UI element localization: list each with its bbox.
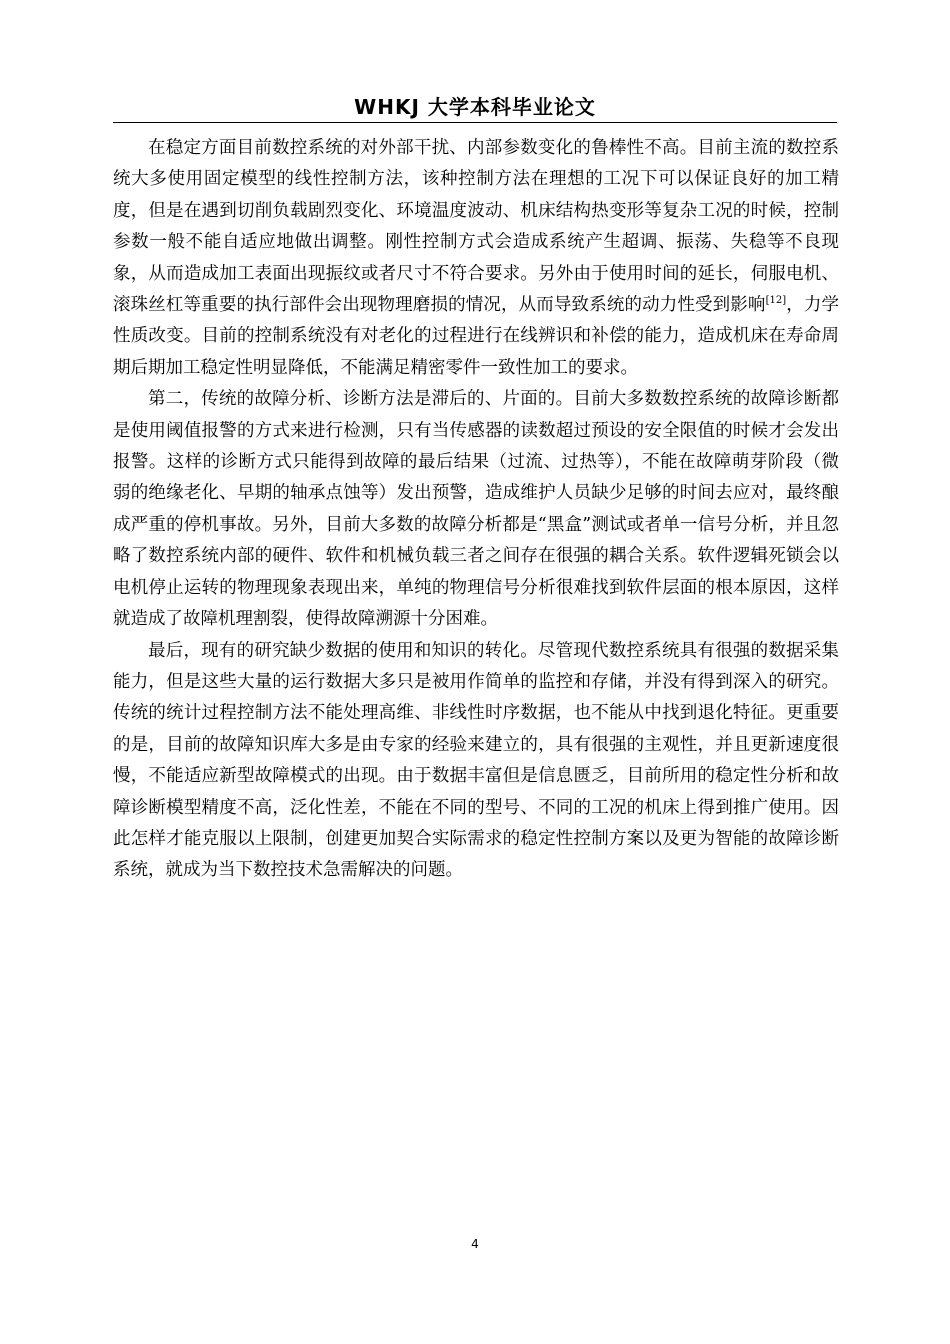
paragraph-text: ，力学性质改变。目前的控制系统没有对老化的过程进行在线辨识和补偿的能力，造成机床在寿命周期后期加工稳定性明显降低，不能满足精密零件一致性加工的要求。 (113, 295, 840, 378)
paragraph-fault-diagnosis (113, 384, 839, 635)
page-number-text: 4 (471, 1237, 479, 1251)
paragraph-stability (113, 133, 839, 384)
paragraph-data-usage (113, 636, 839, 887)
paragraph-text: 最后，现有的研究缺少数据的使用和知识的转化。尽管现代数控系统具有很强的数据采集能力，但是这些大量的运行数据大多只是被用作简单的监控和存储，并没有得到深入的研究。传统的统计过程控制方法不能处理高维、非线性时序数据，也不能从中找到退化特征。更重要的是，目前的故障知识库大多是由专家的经验来建立的，具有很强的主观性，并且更新速度很慢，不能适应新型故障模式的出现。由于数据丰富但是信息匮乏，目前所用的稳定性分析和故障诊断模型精度不高，泛化性差，不能在不同的型号、不同的工况的机床上得到推广使用。因此怎样才能克服以上限制，创建更加契合实际需求的稳定性控制方案以及更为智能的故障诊断系统，就成为当下数控技术急需解决的问题。 (113, 640, 839, 881)
citation-reference: [12] (765, 295, 787, 307)
running-header (0, 94, 950, 120)
body-text (113, 133, 839, 887)
paragraph-text: 在稳定方面目前数控系统的对外部干扰、内部参数变化的鲁棒性不高。目前主流的数控系统大多使用固定模型的线性控制方法，该种控制方法在理想的工况下可以保证良好的加工精度，但是在遇到切削负载剧烈变化、环境温度波动、机床结构热变形等复杂工况的时候，控制参数一般不能自适应地做出调整。刚性控制方式会造成系统产生超调、振荡、失稳等不良现象，从而造成加工表面出现振纹或者尺寸不符合要求。另外由于使用时间的延长，伺服电机、滚珠丝杠等重要的执行部件会出现物理磨损的情况，从而导致系统的动力性受到影响 (113, 138, 839, 316)
page-number (0, 1236, 950, 1252)
header-title: WHKJ 大学本科毕业论文 (354, 95, 596, 119)
header-rule (113, 122, 837, 123)
paragraph-text: 第二，传统的故障分析、诊断方法是滞后的、片面的。目前大多数数控系统的故障诊断都是使用阈值报警的方式来进行检测，只有当传感器的读数超过预设的安全限值的时候才会发出报警。这样的诊断方式只能得到故障的最后结果（过流、过热等），不能在故障萌芽阶段（微弱的绝缘老化、早期的轴承点蚀等）发出预警，造成维护人员缺少足够的时间去应对，最终酿成严重的停机事故。另外，目前大多数的故障分析都是“黑盒”测试或者单一信号分析，并且忽略了数控系统内部的硬件、软件和机械负载三者之间存在很强的耦合关系。软件逻辑死锁会以电机停止运转的物理现象表现出来，单纯的物理信号分析很难找到软件层面的根本原因，这样就造成了故障机理割裂，使得故障溯源十分困难。 (113, 389, 839, 630)
